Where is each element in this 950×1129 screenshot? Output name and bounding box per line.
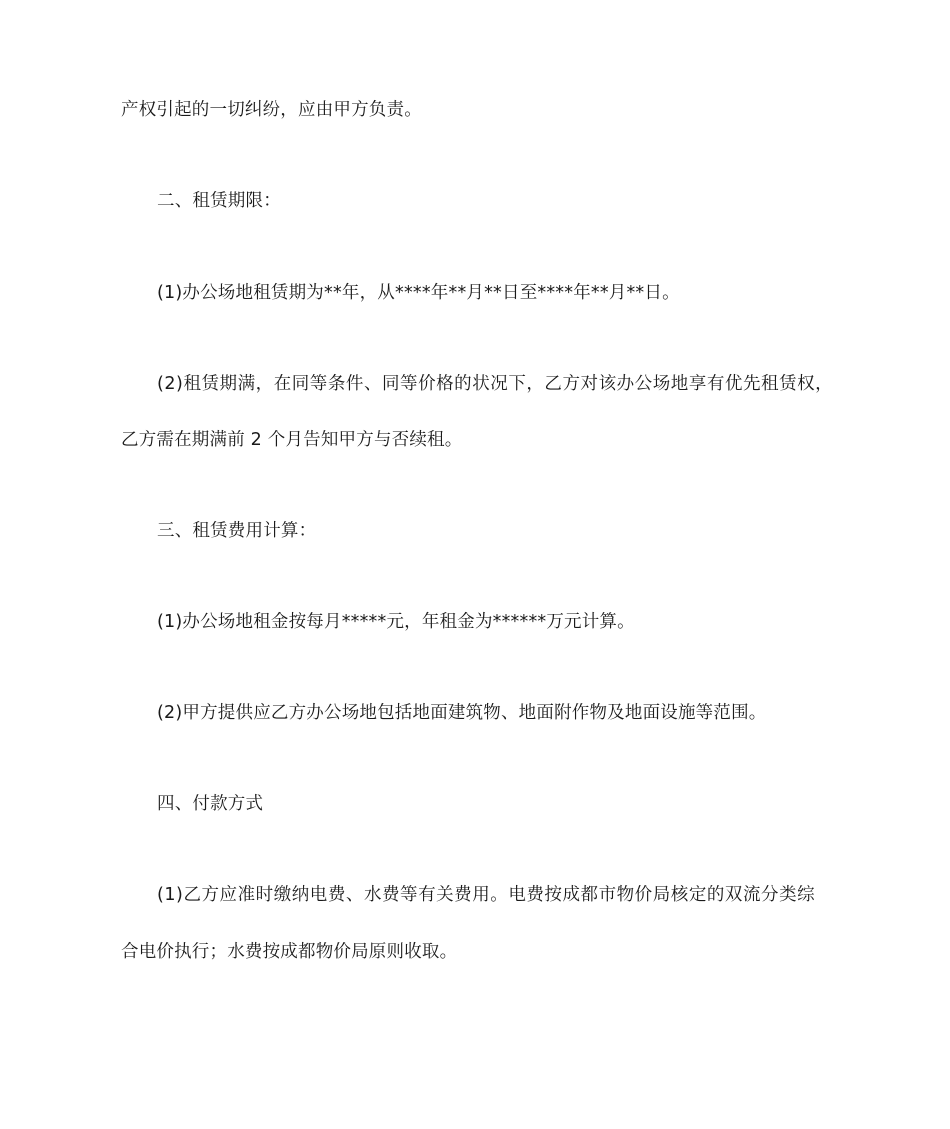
- paragraph-line: (1)办公场地租赁期为**年，从****年**月**日至****年**月**日。: [157, 283, 680, 303]
- section-heading-lease-term: 二、租赁期限：: [157, 191, 281, 211]
- paragraph-line: 合电价执行；水费按成都物价局原则收取。: [121, 942, 458, 962]
- paragraph-line: (1)乙方应准时缴纳电费、水费等有关费用。电费按成都市物价局核定的双流分类综: [157, 885, 816, 905]
- paragraph-line: 产权引起的一切纠纷，应由甲方负责。: [121, 100, 422, 120]
- paragraph-line: (2)租赁期满，在同等条件、同等价格的状况下，乙方对该办公场地享有优先租赁权，: [157, 374, 834, 394]
- paragraph-line: 乙方需在期满前 2 个月告知甲方与否续租。: [121, 430, 463, 450]
- section-heading-rent-calculation: 三、租赁费用计算：: [157, 521, 317, 541]
- paragraph-line: (2)甲方提供应乙方办公场地包括地面建筑物、地面附作物及地面设施等范围。: [157, 703, 767, 723]
- paragraph-line: (1)办公场地租金按每月*****元，年租金为******万元计算。: [157, 612, 635, 632]
- section-heading-payment-method: 四、付款方式: [157, 794, 264, 814]
